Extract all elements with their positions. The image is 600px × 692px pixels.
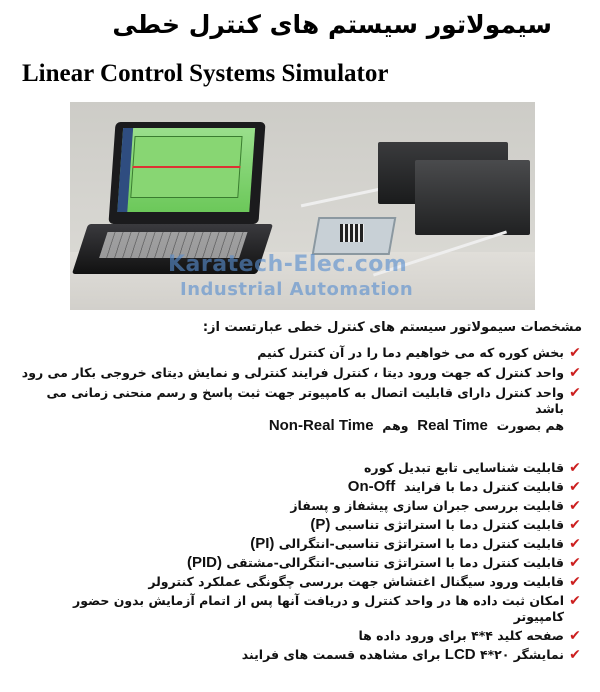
check-icon: ✔ — [569, 365, 581, 381]
check-icon: ✔ — [569, 345, 581, 361]
list-item-term: (P) — [310, 516, 331, 533]
spec-heading: مشخصات سیمولاتور سیستم های کنترل خطی عبارتست از: — [202, 320, 582, 335]
spec-list — [20, 345, 582, 434]
list-item — [20, 385, 582, 417]
list-item-text: واحد کنترل دارای قابلیت اتصال به کامپیوتر جهت ثبت پاسخ و رسم منحنی زمانی می باشد — [46, 385, 564, 416]
laptop-display — [117, 128, 255, 212]
furnace-unit-front — [415, 160, 530, 235]
list-item-text: قابلیت شناسایی تابع تبدیل کوره — [364, 460, 564, 475]
list-item-text: بخش کوره که می خواهیم دما را در آن کنترل کنیم — [257, 345, 564, 360]
check-icon: ✔ — [569, 460, 581, 476]
list-item-text: قابلیت ورود سیگنال اغتشاش جهت بررسی چگونگی عملکرد کنترولر — [148, 574, 564, 589]
list-item-text: صفحه کلید ۴*۴ برای ورود داده ها — [358, 628, 564, 643]
list-item — [20, 479, 582, 495]
list-item — [20, 647, 582, 663]
check-icon: ✔ — [569, 555, 581, 571]
list-item-continuation — [20, 417, 564, 434]
display-toolbar — [117, 128, 133, 212]
list-item-text: قابلیت کنترل دما با استراتژی تناسبی-انتگرالی-مشتقی — [226, 555, 564, 570]
list-item — [20, 536, 582, 552]
term-real-time: Real Time — [417, 417, 488, 434]
list-item-term: (PI) — [250, 535, 275, 552]
laptop-screen — [108, 122, 265, 224]
list-item — [20, 574, 582, 590]
list-item — [20, 498, 582, 514]
page-title-fa: سیمولاتور سیستم های کنترل خطی — [112, 10, 552, 39]
check-icon: ✔ — [569, 479, 581, 495]
check-icon: ✔ — [569, 498, 581, 514]
list-item-text: قابلیت کنترل دما با استراتژی تناسبی-انتگرالی — [278, 536, 564, 551]
keypad — [340, 224, 364, 242]
list-item — [20, 593, 582, 625]
list-item-text: نمایشگر ۲۰*۴ — [479, 647, 564, 662]
watermark-line2: Industrial Automation — [180, 279, 414, 300]
check-icon: ✔ — [569, 628, 581, 644]
list-item-term: (PID) — [187, 554, 222, 571]
cont-prefix: هم بصورت — [496, 418, 564, 433]
display-curve — [132, 166, 240, 168]
list-item-text: قابلیت کنترل دما با فرایند — [403, 479, 564, 494]
list-item-text-after: برای مشاهده قسمت های فرایند — [241, 647, 441, 662]
check-icon: ✔ — [569, 517, 581, 533]
watermark-line1: Karatech-Elec.com — [168, 252, 408, 277]
cont-mid: وهم — [382, 418, 409, 433]
list-item — [20, 555, 582, 571]
list-item — [20, 628, 582, 644]
check-icon: ✔ — [569, 574, 581, 590]
capability-list — [20, 460, 582, 666]
term-non-real-time: Non-Real Time — [268, 417, 374, 434]
list-item — [20, 345, 582, 361]
list-item — [20, 517, 582, 533]
list-item-text: امکان ثبت داده ها در واحد کنترل و دریافت آنها پس از اتمام آزمایش بدون حضور کامپیوتر — [73, 593, 564, 624]
page-title-en: Linear Control Systems Simulator — [22, 60, 389, 87]
check-icon: ✔ — [569, 385, 581, 401]
list-item-text: قابلیت کنترل دما با استراتژی تناسبی — [334, 517, 564, 532]
list-item-term: LCD — [444, 646, 476, 663]
list-item — [20, 460, 582, 476]
list-item — [20, 365, 582, 381]
check-icon: ✔ — [569, 647, 581, 663]
check-icon: ✔ — [569, 536, 581, 552]
list-item-text: قابلیت بررسی جبران سازی پیشفاز و پسفاز — [290, 498, 564, 513]
check-icon: ✔ — [569, 593, 581, 609]
list-item-text: واحد کنترل که جهت ورود دیتا ، کنترل فرایند کنترلی و نمایش دیتای خروجی بکار می رود — [21, 365, 564, 380]
product-photo — [70, 102, 535, 310]
list-item-term: On-Off — [347, 478, 396, 495]
